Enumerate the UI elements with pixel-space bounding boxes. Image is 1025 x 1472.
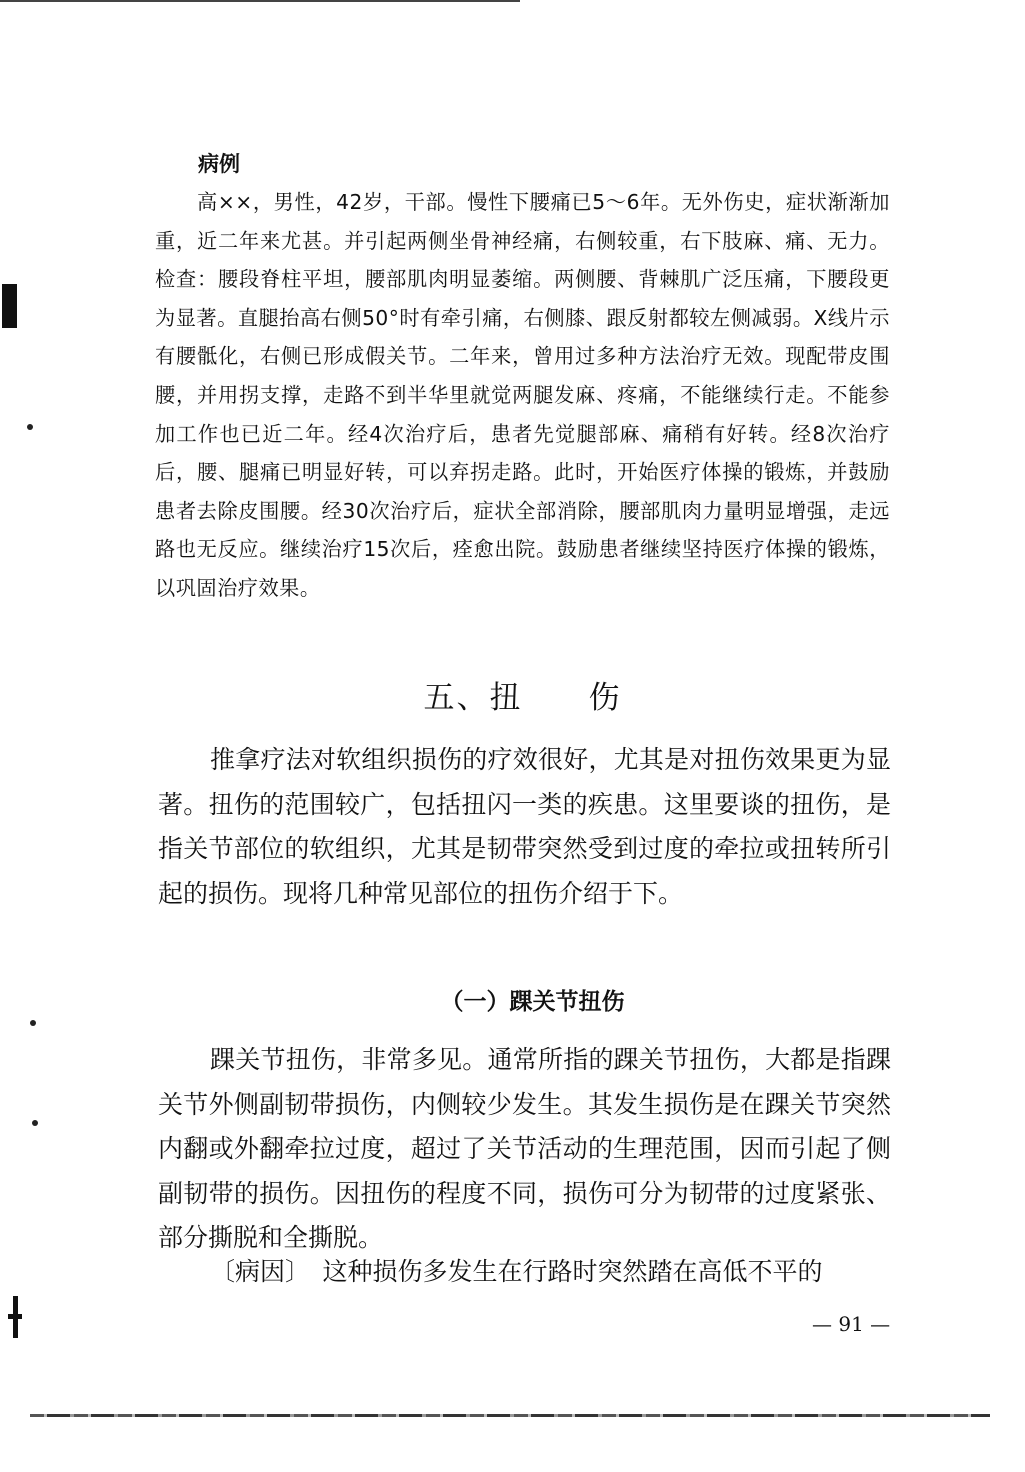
section-intro-paragraph: 推拿疗法对软组织损伤的疗效很好，尤其是对扭伤效果更为显著。扭伤的范围较广，包括扭闪一类的疾患。这里要谈的扭伤，是指关节部位的软组织，尤其是韧带突然受到过度的牵拉或扭转所引起的损伤。现将几种常见部位的扭伤介绍于下。	[158, 745, 891, 908]
bottom-scan-rule	[30, 1414, 990, 1417]
cause-paragraph: 〔病因〕 这种损伤多发生在行路时突然踏在高低不平的	[210, 1257, 823, 1286]
subsection-heading: （一）踝关节扭伤	[440, 989, 625, 1015]
scan-dot	[30, 1020, 36, 1026]
scan-dot	[32, 1120, 38, 1126]
binding-cross-bar	[8, 1314, 22, 1319]
case-title: 病例	[198, 152, 240, 176]
top-edge-rule	[0, 0, 520, 2]
case-body: 高××，男性，42岁，干部。慢性下腰痛已5～6年。无外伤史，症状渐渐加重，近二年来尤甚。并引起两侧坐骨神经痛，右侧较重，右下肢麻、痛、无力。检查：腰段脊柱平坦，腰部肌肉明显萎缩。两侧腰、背棘肌广泛压痛，下腰段更为显著。直腿抬高右侧50°时有牵引痛，右侧膝、跟反射都较左侧减弱。X线片示有腰骶化，右侧已形成假关节。二年来，曾用过多种方法治疗无效。现配带皮围腰，并用拐支撑，走路不到半华里就觉两腿发麻、疼痛，不能继续行走。不能参加工作也已近二年。经4次治疗后，患者先觉腿部麻、痛稍有好转。经8次治疗后，腰、腿痛已明显好转，可以弃拐走路。此时，开始医疗体操的锻炼，并鼓励患者去除皮围腰。经30次治疗后，症状全部消除，腰部肌肉力量明显增强，走远路也无反应。继续治疗15次后，痊愈出院。鼓励患者继续坚持医疗体操的锻炼，以巩固治疗效果。	[155, 190, 890, 600]
subsection-paragraph: 踝关节扭伤，非常多见。通常所指的踝关节扭伤，大都是指踝关节外侧副韧带损伤，内侧较少发生。其发生损伤是在踝关节突然内翻或外翻牵拉过度，超过了关节活动的生理范围，因而引起了侧副韧带的损伤。因扭伤的程度不同，损伤可分为韧带的过度紧张、部分撕脱和全撕脱。	[158, 1045, 891, 1252]
binding-mark	[2, 284, 17, 328]
section-heading: 五、扭 伤	[423, 680, 622, 716]
binding-cross-mark	[8, 1296, 22, 1338]
scan-dot	[27, 424, 33, 430]
page-number: — 91 —	[812, 1312, 891, 1336]
